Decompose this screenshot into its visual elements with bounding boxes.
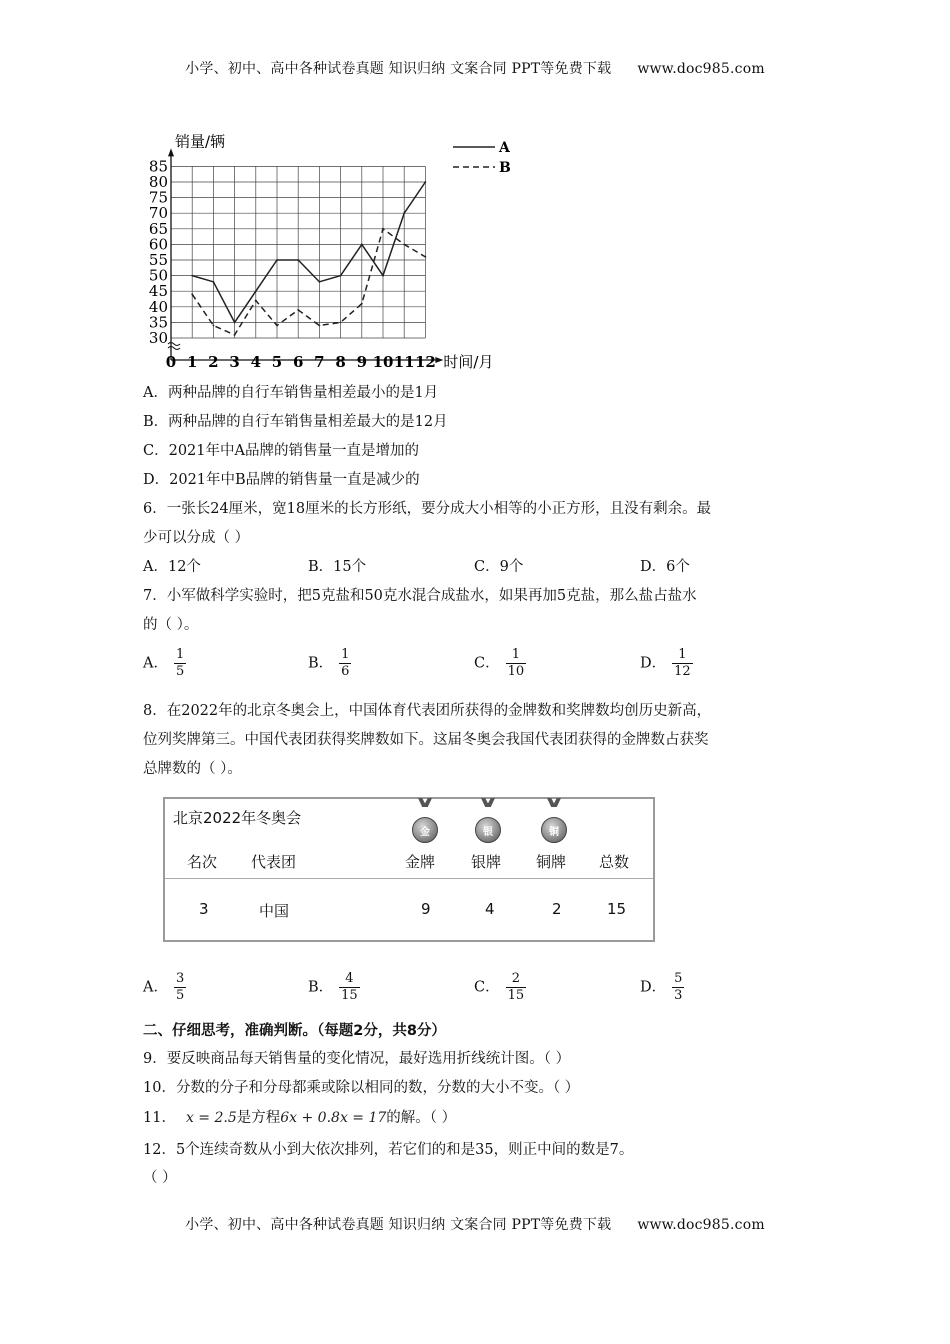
cell-total: 15 (607, 900, 627, 918)
data-point-b (213, 325, 215, 327)
x-tick-label: 8 (335, 353, 346, 371)
header-team: 代表团 (251, 853, 297, 871)
y-tick-label: 80 (148, 173, 168, 191)
q7-option-c: C． $\frac{1}{10}$ (474, 647, 525, 679)
y-tick-label: 40 (148, 297, 168, 316)
x-axis-label: 时间/月 (443, 353, 494, 371)
data-point-a (382, 275, 384, 277)
x-axis-arrow (435, 357, 443, 363)
q6-line1: 6．一张长24厘米，宽18厘米的长方形纸，要分成大小相等的小正方形，且没有剩余。最 (143, 501, 712, 517)
data-point-a (255, 290, 257, 292)
x-tick-label: 12 (414, 353, 436, 371)
data-point-b (255, 300, 257, 302)
q6-option-d: D．6个 (640, 559, 690, 575)
bronze-ribbon (547, 798, 561, 807)
data-point-a (297, 259, 299, 261)
x-tick-label: 0 (165, 353, 177, 371)
q8-line2: 位列奖牌第三。中国代表团获得奖牌数如下。这届冬奥会我国代表团获得的金牌数占获奖 (143, 732, 709, 748)
x-tick-label: 1 (186, 353, 198, 371)
q7-option-b: B． $\frac{1}{6}$ (308, 647, 350, 679)
y-axis-arrow (168, 148, 174, 156)
header-bronze: 铜牌 (536, 853, 567, 871)
data-point-a (403, 212, 405, 214)
chart-grid (171, 166, 425, 338)
data-point-b (382, 228, 384, 230)
chart-legend (453, 140, 511, 176)
series-line-a (192, 182, 425, 322)
q5-option-c: C．2021年中A品牌的销售量一直是增加的 (143, 443, 419, 459)
q8-option-d: D． $\frac{5}{3}$ (640, 971, 683, 1003)
bronze-medal-icon: 铜 (541, 817, 567, 843)
data-point-a (340, 275, 342, 277)
medal-table-title: 北京2022年冬奥会 (173, 809, 302, 827)
sales-line-chart (140, 125, 540, 380)
x-tick-label: 3 (229, 353, 240, 371)
x-tick-label: 7 (314, 353, 325, 371)
axis-break-mark (168, 347, 180, 350)
legend-label-a: A (499, 140, 510, 156)
section2-title: 二、仔细思考，准确判断。（每题2分，共8分） (143, 1023, 446, 1039)
q7-line2: 的（ ）。 (143, 617, 199, 633)
q12-line2: （ ） (143, 1170, 177, 1186)
data-point-b (276, 325, 278, 327)
q5-option-d: D．2021年中B品牌的销售量一直是减少的 (143, 472, 420, 488)
q6-line2: 少可以分成（ ） (143, 530, 250, 546)
header-url: www.doc985.com (637, 61, 765, 77)
q8-option-c: C． $\frac{2}{15}$ (474, 971, 525, 1003)
y-tick-label: 35 (148, 313, 168, 332)
y-tick-label: 65 (148, 219, 168, 238)
y-tick-label: 60 (148, 235, 168, 254)
q8-line1: 8．在2022年的北京冬奥会上，中国体育代表团所获得的金牌数和奖牌数均创历史新高， (143, 703, 712, 719)
header-total: 总数 (599, 853, 630, 871)
data-point-b (403, 244, 405, 246)
q6-option-b: B．15个 (308, 559, 367, 575)
header-rank: 名次 (187, 853, 218, 871)
data-point-a (191, 275, 193, 277)
chart-ticks (149, 132, 494, 371)
y-tick-label: 50 (148, 266, 168, 285)
footer-text: 小学、初中、高中各种试卷真题 知识归纳 文案合同 PPT等免费下载 (185, 1217, 612, 1233)
chart-axes (168, 148, 443, 363)
silver-ribbon (481, 798, 495, 807)
data-point-a (361, 244, 363, 246)
data-point-a (213, 281, 215, 283)
x-tick-label: 11 (393, 353, 415, 371)
footer-url: www.doc985.com (637, 1217, 765, 1233)
cell-team: 中国 (259, 902, 290, 920)
q11-equation-2: 6x + 0.8x = 17 (280, 1110, 387, 1126)
silver-medal-icon: 银 (475, 817, 501, 843)
gold-ribbon (418, 798, 432, 807)
q11: 11． x = 2.5是方程6x + 0.8x = 17的解。（ ） (143, 1110, 457, 1126)
data-point-a (319, 281, 321, 283)
x-tick-label: 4 (250, 353, 262, 371)
q7-option-a: A． $\frac{1}{5}$ (143, 647, 185, 679)
x-tick-label: 9 (356, 353, 368, 371)
y-tick-label: 55 (148, 251, 168, 269)
x-tick-label: 10 (372, 353, 394, 371)
q7-line1: 7．小军做科学实验时，把5克盐和50克水混合成盐水，如果再加5克盐，那么盐占盐水 (143, 588, 697, 604)
legend-label-b: B (499, 160, 511, 176)
header-gold: 金牌 (405, 853, 436, 871)
header-silver: 银牌 (471, 853, 502, 871)
q10: 10．分数的分子和分母都乘或除以相同的数，分数的大小不变。（ ） (143, 1080, 580, 1096)
y-tick-label: 30 (148, 329, 168, 347)
data-point-b (425, 256, 427, 258)
axis-break-mark (168, 343, 180, 346)
data-point-b (319, 325, 321, 327)
y-tick-label: 45 (148, 282, 168, 301)
q8-line3: 总牌数的（ ）。 (143, 761, 242, 777)
table-divider (165, 878, 653, 879)
chart-series (191, 181, 426, 336)
q9: 9．要反映商品每天销售量的变化情况，最好选用折线统计图。（ ） (143, 1051, 571, 1067)
header-text: 小学、初中、高中各种试卷真题 知识归纳 文案合同 PPT等免费下载 (185, 61, 612, 77)
q6-option-a: A．12个 (143, 559, 201, 575)
cell-bronze: 2 (552, 900, 562, 918)
x-tick-label: 5 (271, 353, 283, 371)
q7-option-d: D． $\frac{1}{12}$ (640, 647, 691, 679)
data-point-b (340, 322, 342, 324)
data-point-b (297, 309, 299, 311)
page-footer (0, 1214, 950, 1234)
q12-line1: 12．5个连续奇数从小到大依次排列，若它们的和是35，则正中间的数是7。 (143, 1142, 634, 1158)
q8-option-a: A． $\frac{3}{5}$ (143, 971, 185, 1003)
x-tick-label: 6 (292, 353, 304, 371)
y-tick-label: 70 (148, 204, 168, 223)
q5-option-b: B．两种品牌的自行车销售量相差最大的是12月 (143, 414, 448, 430)
data-point-a (425, 181, 427, 183)
q6-option-c: C．9个 (474, 559, 524, 575)
data-point-b (234, 334, 236, 336)
y-tick-label: 75 (148, 188, 168, 207)
data-point-a (276, 259, 278, 261)
y-axis-label: 销量/辆 (175, 132, 226, 151)
cell-gold: 9 (421, 900, 431, 918)
q5-option-a: A．两种品牌的自行车销售量相差最小的是1月 (143, 385, 439, 401)
q11-equation-1: x = 2.5 (185, 1110, 237, 1126)
data-point-b (191, 293, 193, 295)
q8-option-b: B． $\frac{4}{15}$ (308, 971, 358, 1003)
gold-medal-icon: 金 (412, 817, 438, 843)
cell-rank: 3 (199, 900, 209, 918)
y-tick-label: 85 (148, 157, 168, 176)
x-tick-label: 2 (208, 353, 219, 371)
data-point-a (234, 322, 236, 324)
data-point-b (361, 303, 363, 305)
page-header (0, 58, 950, 78)
medal-table (163, 797, 655, 942)
cell-silver: 4 (485, 900, 495, 918)
